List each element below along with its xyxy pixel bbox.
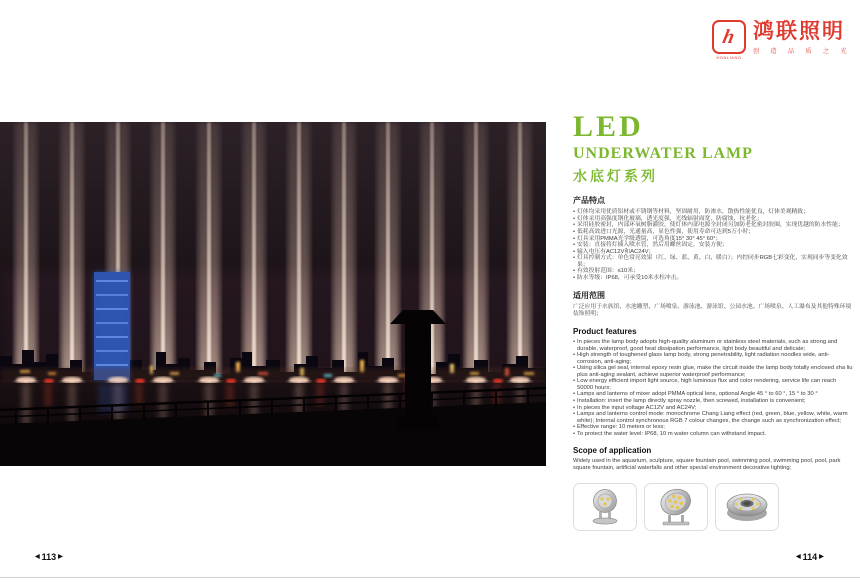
section-en-features bbox=[573, 327, 853, 437]
section-cn-features bbox=[573, 195, 853, 281]
en-features-list bbox=[573, 339, 853, 437]
series-title-en: UNDERWATER LAMP bbox=[573, 145, 753, 162]
en-feature-item: • In pieces the lamp body adopts high-quality aluminum or stainless steel materials, such as strong and durable, waterproof, good heat dissipation performance, light body beautiful and delicate; bbox=[573, 339, 853, 352]
cn-feature-item: • 有效投射范围：≤10米； bbox=[573, 268, 853, 275]
en-feature-item: • Effective range: 10 meters or less; bbox=[573, 424, 853, 431]
cn-feature-item: • 灯体均采用优质铝材或不锈钢等材料，坚固耐用，防渗水，散热性能优良，灯体美观精致； bbox=[573, 209, 853, 216]
brand-logo-icon bbox=[712, 20, 746, 60]
cn-feature-item: • 灯体采用高强度钢化玻璃，透光度强，光线辐射面宽，防腐蚀，抗老化； bbox=[573, 216, 853, 223]
cn-feature-item: • 防水等级：IP68，可承受10米水柱冲击。 bbox=[573, 275, 853, 282]
cn-feature-item: • 低耗高效进口光源，光通量高，显色性强，使用寿命可达到5万小时； bbox=[573, 229, 853, 236]
page-number-right bbox=[796, 552, 824, 562]
next-page-arrow[interactable]: ▶ bbox=[58, 554, 63, 560]
page-number-value: 114 bbox=[802, 552, 818, 562]
cn-features-heading: 产品特点 bbox=[573, 196, 605, 206]
underwater-lamp-side-bracket-icon bbox=[577, 487, 633, 527]
fountain-ring-lamp-icon bbox=[719, 487, 775, 527]
en-feature-item: • Installation: insert the lamp directly spray nozzle, then screwed, installation is convenient; bbox=[573, 398, 853, 405]
en-feature-item: • In pieces the input voltage AC12V and AC24V; bbox=[573, 405, 853, 412]
hero-photo bbox=[0, 122, 546, 466]
cn-scope-heading: 适用范围 bbox=[573, 291, 605, 301]
brand-name: 鸿联照明 bbox=[753, 20, 845, 43]
prev-page-arrow[interactable]: ◀ bbox=[796, 554, 801, 560]
next-page-arrow[interactable]: ▶ bbox=[819, 554, 824, 560]
en-scope-heading: Scope of application bbox=[573, 446, 652, 456]
en-feature-item: • Using silica gel seal, internal epoxy resin glue, make the circuit inside the lamp body totally enclosed sha liu plus anti-aging sealant, achieve superior waterproof performance; bbox=[573, 365, 853, 378]
product-thumb-2 bbox=[644, 483, 708, 531]
page-number-value: 113 bbox=[41, 552, 57, 562]
lightning-h-icon: h bbox=[712, 20, 746, 54]
brand-tagline: 创造品质之光 bbox=[753, 49, 859, 56]
cn-scope-text: 广泛应用于水族馆、水池雕塑、广场喷泉、游泳池、游泳馆、公园水池、广场喷泉、人工瀑布及其他特殊环境装饰照明； bbox=[573, 304, 852, 318]
prev-page-arrow[interactable]: ◀ bbox=[35, 554, 40, 560]
footer-divider bbox=[0, 577, 860, 578]
blue-tower bbox=[94, 272, 130, 380]
en-scope-text: Widely used in the aquarium, sculpture, square fountain pool, swimming pool, swimming pool, pool, park square fountain, artificial waterfalls and other special environment decorative lighting; bbox=[573, 458, 841, 472]
cn-feature-item: • 灯具控制方式：单色常亮效果（红、绿、蓝、黄、白、暖白）；内控同步RGB七彩变化，实现同步等变化效果； bbox=[573, 255, 853, 268]
cn-feature-item: • 灯具采用PMMA光学级透镜，可选角度15° 30° 45° 60°； bbox=[573, 236, 853, 243]
section-en-scope bbox=[573, 446, 853, 472]
en-feature-item: • High strength of toughened glass lamp body, strong penetrability, light radiation noodles wide, anti-corrosion, anti-aging; bbox=[573, 352, 853, 365]
series-title-cn: 水底灯系列 bbox=[573, 168, 658, 185]
en-feature-item: • To protect the water level: IP68, 10 m water column can withstand impact. bbox=[573, 431, 853, 438]
product-thumb-1 bbox=[573, 483, 637, 531]
en-features-heading: Product features bbox=[573, 327, 637, 337]
en-feature-item: • Lamps and lanterns of mixer adopt PMMA optical lens, optional Angle 45 ° to 60 °, 15 ° to 30 ° bbox=[573, 391, 853, 398]
product-info-column bbox=[573, 112, 853, 531]
underwater-lamp-tilted-icon bbox=[648, 487, 704, 527]
product-thumbnails bbox=[573, 483, 853, 531]
cn-feature-item: • 安装：直接将灯插入喷水管，然后用螺丝固定，安装方便； bbox=[573, 242, 853, 249]
cn-feature-item: • 采用硅胶密封，内部环氧树脂灌胶，使灯体内部电源全封闭另加防老化密封胶圈，实现优越的防水性能； bbox=[573, 222, 853, 229]
cn-features-list bbox=[573, 209, 853, 281]
en-feature-item: • Lamps and lanterns control mode: monochrome Chang Liang effect (red, green, blue, yellow, white, warm white); Internal control synchronous RGB 7 colour changes, the change such as synchronization effect; bbox=[573, 411, 853, 424]
en-feature-item: • Low energy efficient import light source, high luminous flux and color rendering, service life can reach 50000 hours; bbox=[573, 378, 853, 391]
brand-logo bbox=[712, 20, 858, 60]
page-number-left bbox=[35, 552, 63, 562]
cn-feature-item: • 输入电压有AC12V和AC24V； bbox=[573, 249, 853, 256]
section-cn-scope bbox=[573, 290, 853, 318]
product-thumb-3 bbox=[715, 483, 779, 531]
night-fountain-scene bbox=[0, 122, 546, 466]
logo-caption: HONLIANG bbox=[716, 55, 742, 60]
series-title-led: LED bbox=[573, 110, 644, 143]
